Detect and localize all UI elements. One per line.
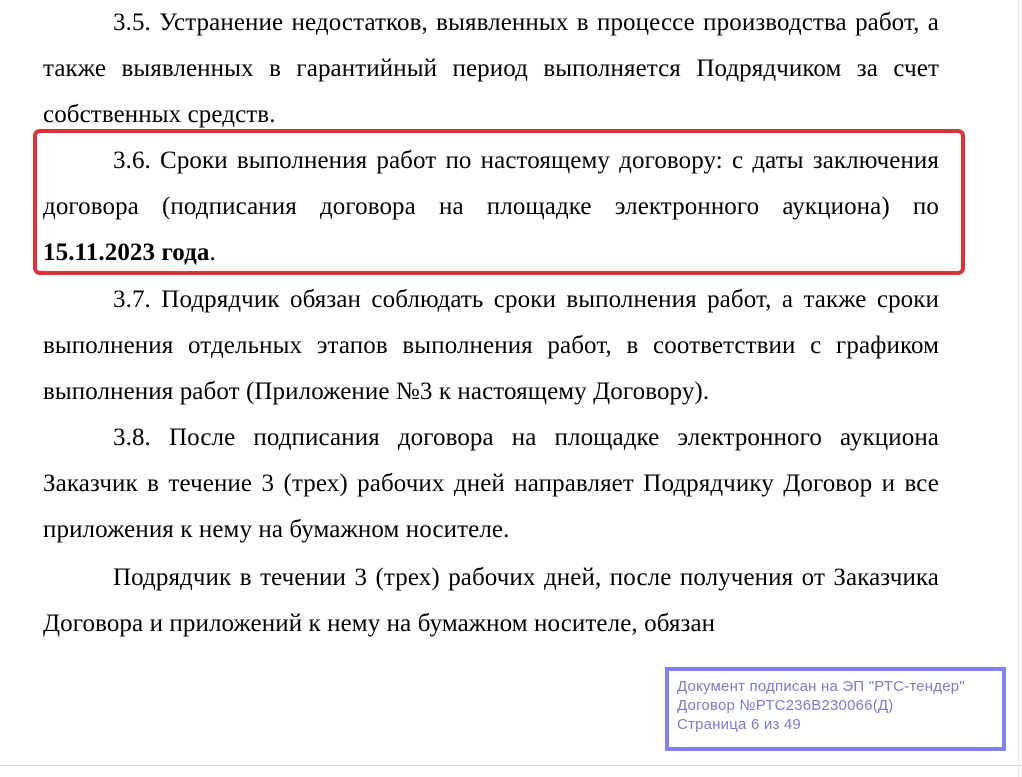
contractor-obligation-paragraph: Подрядчик в течении 3 (трех) рабочих дней, после получения от Заказчика Договора и приложений к нему на бумажном носителе, обязан	[43, 564, 939, 637]
clause-3-6-text: 3.6. Сроки выполнения работ по настоящему договору: с даты заключения договора (подписания договора на площадке электронного аукциона) по	[43, 147, 939, 220]
stamp-page-number: Страница 6 из 49	[677, 716, 801, 733]
stamp-contract-number: Договор №РТС236В230066(Д)	[677, 697, 894, 714]
clause-3-7: 3.7. Подрядчик обязан соблюдать сроки выполнения работ, а также сроки выполнения отдельных этапов выполнения работ, в соответствии с графиком выполнения работ (Приложение №3 к настоящему Договору).	[43, 286, 939, 405]
clause-3-6-tail: .	[209, 239, 216, 266]
clause-3-8: 3.8. После подписания договора на площадке электронного аукциона Заказчик в течение 3 (трех) рабочих дней направляет Подрядчику Договор и все приложения к нему на бумажном носителе.	[43, 424, 939, 543]
electronic-signature-stamp	[665, 667, 1006, 751]
clause-3-6-deadline-date: 15.11.2023 года	[43, 239, 210, 266]
page-bottom-divider	[0, 765, 1022, 766]
clause-3-5: 3.5. Устранение недостатков, выявленных в процессе производства работ, а также выявленных в гарантийный период выполняется Подрядчиком за счет собственных средств.	[43, 9, 939, 128]
clause-3-6	[43, 138, 939, 276]
stamp-signed-label: Документ подписан на ЭП "РТС-тендер"	[677, 678, 965, 695]
page-right-edge	[1018, 0, 1019, 777]
